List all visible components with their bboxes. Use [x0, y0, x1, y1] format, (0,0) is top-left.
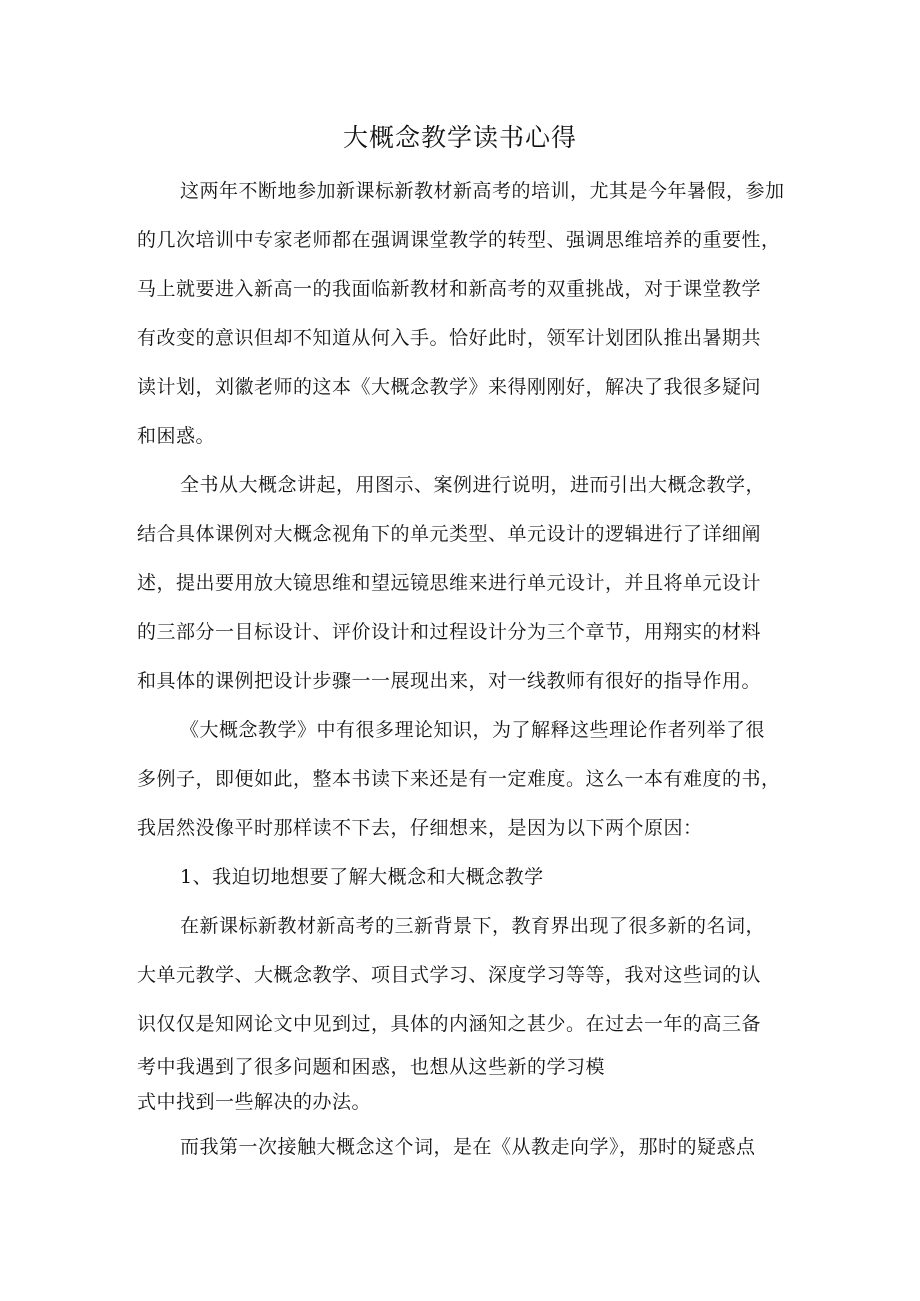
paragraph-3-line-1: 《大概念教学》中有很多理论知识，为了解释这些理论作者列举了很	[180, 719, 766, 741]
paragraph-1-line-1: 这两年不断地参加新课标新教材新高考的培训，尤其是今年暑假，参加	[180, 180, 785, 202]
paragraph-4-line-5: 式中找到一些解决的办法。	[137, 1091, 372, 1113]
paragraph-1-line-4: 有改变的意识但却不知道从何入手。恰好此时，领军计划团队推出暑期共	[137, 327, 762, 349]
paragraph-2-line-5: 和具体的课例把设计步骤一一展现出来，对一线教师有很好的指导作用。	[137, 670, 762, 692]
paragraph-2-line-2: 结合具体课例对大概念视角下的单元类型、单元设计的逻辑进行了详细阐	[137, 523, 762, 545]
paragraph-2-line-1: 全书从大概念讲起，用图示、案例进行说明，进而引出大概念教学，	[180, 474, 766, 496]
paragraph-4-line-3: 识仅仅是知网论文中见到过，具体的内涵知之甚少。在过去一年的高三备	[137, 1013, 762, 1035]
paragraph-4-line-2: 大单元教学、大概念教学、项目式学习、深度学习等等，我对这些词的认	[137, 964, 762, 986]
paragraph-1-line-5: 读计划，刘徽老师的这本《大概念教学》来得刚刚好，解决了我很多疑问	[137, 376, 762, 398]
document-title: 大概念教学读书心得	[342, 123, 577, 152]
section-heading-1: 1、我迫切地想要了解大概念和大概念教学	[180, 866, 544, 888]
paragraph-1-line-2: 的几次培训中专家老师都在强调课堂教学的转型、强调思维培养的重要性，	[137, 229, 781, 251]
paragraph-4-line-4: 考中我遇到了很多问题和困惑，也想从这些新的学习模	[137, 1056, 606, 1078]
paragraph-4-line-1: 在新课标新教材新高考的三新背景下，教育界出现了很多新的名词，	[180, 915, 766, 937]
paragraph-1-line-6: 和困惑。	[137, 425, 216, 447]
paragraph-2-line-4: 的三部分一目标设计、评价设计和过程设计分为三个章节，用翔实的材料	[137, 621, 762, 643]
paragraph-3-line-2: 多例子，即便如此，整本书读下来还是有一定难度。这么一本有难度的书，	[137, 768, 781, 790]
paragraph-3-line-3: 我居然没像平时那样读不下去，仔细想来，是因为以下两个原因：	[137, 817, 703, 839]
paragraph-2-line-3: 述，提出要用放大镜思维和望远镜思维来进行单元设计，并且将单元设计	[137, 572, 762, 594]
paragraph-1-line-3: 马上就要进入新高一的我面临新教材和新高考的双重挑战，对于课堂教学	[137, 278, 762, 300]
paragraph-5-line-1: 而我第一次接触大概念这个词，是在《从教走向学》，那时的疑惑点	[180, 1136, 756, 1158]
